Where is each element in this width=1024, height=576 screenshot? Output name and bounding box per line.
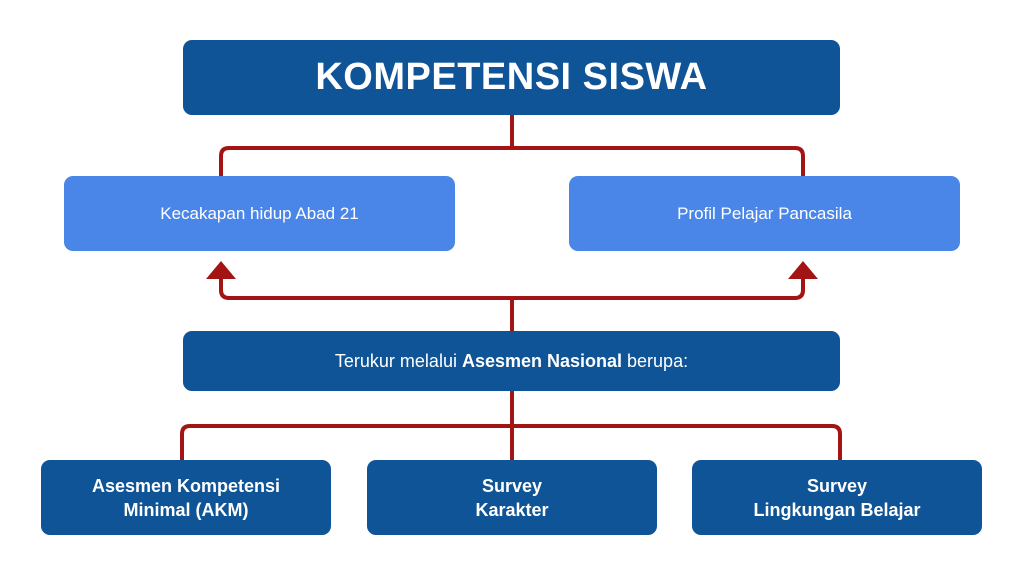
- goal-label-kecakapan: Kecakapan hidup Abad 21: [160, 203, 359, 223]
- measure-box: [183, 331, 840, 391]
- measure-suffix: berupa:: [622, 350, 689, 371]
- arrowhead-right: [788, 261, 818, 279]
- instrument-box-karakter: [367, 460, 657, 535]
- instrument-lingkungan-line1: Survey: [806, 475, 868, 496]
- measure-text: [335, 351, 688, 372]
- instrument-karakter-line2: Karakter: [475, 499, 549, 520]
- title-box: [183, 40, 840, 115]
- instrument-karakter-line1: Survey: [481, 475, 543, 496]
- measure-to-goals-connector: [221, 268, 803, 331]
- arrowhead-left: [206, 261, 236, 279]
- instrument-akm-line1: Asesmen Kompetensi: [91, 475, 281, 496]
- instrument-box-lingkungan: [692, 460, 982, 535]
- instrument-box-akm: [41, 460, 331, 535]
- measure-emphasis: Asesmen Nasional: [461, 350, 623, 371]
- measure-prefix: Terukur melalui: [334, 350, 462, 371]
- instrument-lingkungan-line2: Lingkungan Belajar: [753, 499, 921, 520]
- title-to-goals-connector: [221, 115, 803, 176]
- goal-label-profil: Profil Pelajar Pancasila: [677, 203, 852, 223]
- goal-box-profil: [569, 176, 960, 251]
- instrument-akm-line2: Minimal (AKM): [123, 499, 249, 520]
- measure-to-instruments-connector: [182, 391, 840, 460]
- goal-box-kecakapan: [64, 176, 455, 251]
- diagram-title: KOMPETENSI SISWA: [315, 56, 708, 98]
